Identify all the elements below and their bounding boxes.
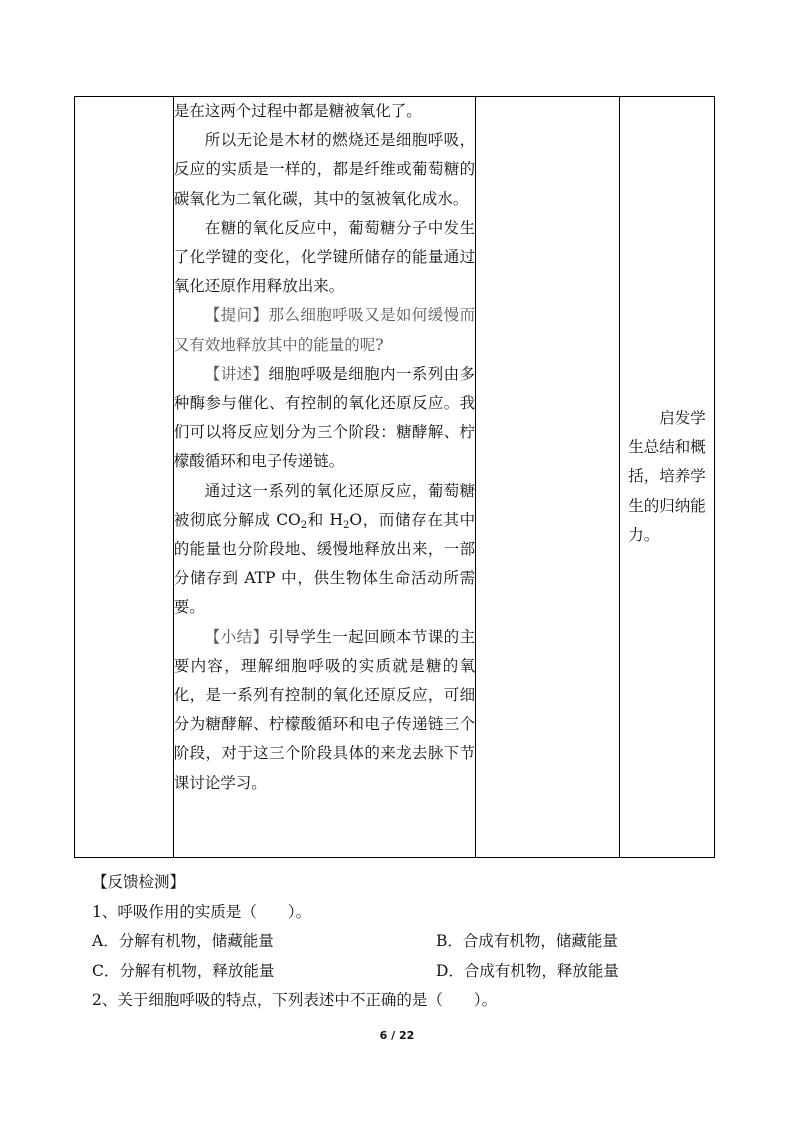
lecture-tag: 【讲述】 xyxy=(204,364,269,383)
option-b: B．合成有机物，储藏能量 xyxy=(436,932,618,950)
question-tag: 【提问】 xyxy=(204,306,269,325)
summary-paragraph xyxy=(174,623,475,798)
content-paragraph xyxy=(174,477,475,623)
design-intent-text: 启发学生总结和概括，培养学生的归纳能力。 xyxy=(628,408,706,544)
content-paragraph: 是在这两个过程中都是糖被氧化了。 xyxy=(173,102,422,120)
summary-text: 引导学生一起回顾本节课的主要内容，理解细胞呼吸的实质就是糖的氧化，是一系列有控制的氧化还原反应，可细分为糖酵解、柠檬酸循环和电子传递链三个阶段，对于这三个阶段具体的来龙去脉下节课讨论学习。 xyxy=(173,627,476,792)
table-cell-student-activity xyxy=(476,97,620,858)
table-cell-design-intent xyxy=(620,97,715,858)
lecture-paragraph xyxy=(174,360,475,477)
question-text: 那么细胞呼吸又是如何缓慢而又有效地释放其中的能量的呢? xyxy=(173,306,476,354)
question-1-options-row xyxy=(92,957,732,987)
summary-tag: 【小结】 xyxy=(204,627,269,646)
question-paragraph xyxy=(174,301,475,359)
question-2: 2、关于细胞呼吸的特点，下列表述中不正确的是（ ）。 xyxy=(92,991,498,1009)
content-paragraph: 在糖的氧化反应中，葡萄糖分子中发生了化学键的变化，化学键所储存的能量通过氧化还原作用释放出来。 xyxy=(173,218,476,296)
lecture-text: 细胞呼吸是细胞内一系列由多种酶参与催化、有控制的氧化还原反应。我们可以将反应划分为三个阶段：糖酵解、柠檬酸循环和电子传递链。 xyxy=(173,364,476,471)
feedback-section xyxy=(92,868,732,1016)
option-d: D．合成有机物，释放能量 xyxy=(436,961,619,980)
option-a: A．分解有机物，储藏能量 xyxy=(92,932,274,950)
question-1-options-row xyxy=(92,927,732,957)
table-cell-left xyxy=(75,97,174,858)
text-run: 和 H xyxy=(307,510,344,529)
subscript: 2 xyxy=(300,519,308,531)
question-1: 1、呼吸作用的实质是（ ）。 xyxy=(92,902,312,921)
table-cell-teaching-content xyxy=(173,97,475,858)
lesson-table xyxy=(74,96,715,858)
text-run: O，而储存在其中的能量也分阶段地、缓慢地释放出来，一部分储存到 ATP 中，供生物体生命活动所需要。 xyxy=(173,510,476,617)
feedback-heading: 【反馈检测】 xyxy=(92,873,186,891)
page-number: 6 / 22 xyxy=(379,1029,415,1042)
text-run: 通过这一系列的氧化还原反应，葡萄糖被彻底分解成 CO xyxy=(173,481,476,529)
content-paragraph: 所以无论是木材的燃烧还是细胞呼吸，反应的实质是一样的，都是纤维或葡萄糖的碳氧化为二氧化碳，其中的氢被氧化成水。 xyxy=(173,131,476,208)
subscript: 2 xyxy=(343,519,350,531)
option-c: C．分解有机物，释放能量 xyxy=(92,961,275,980)
